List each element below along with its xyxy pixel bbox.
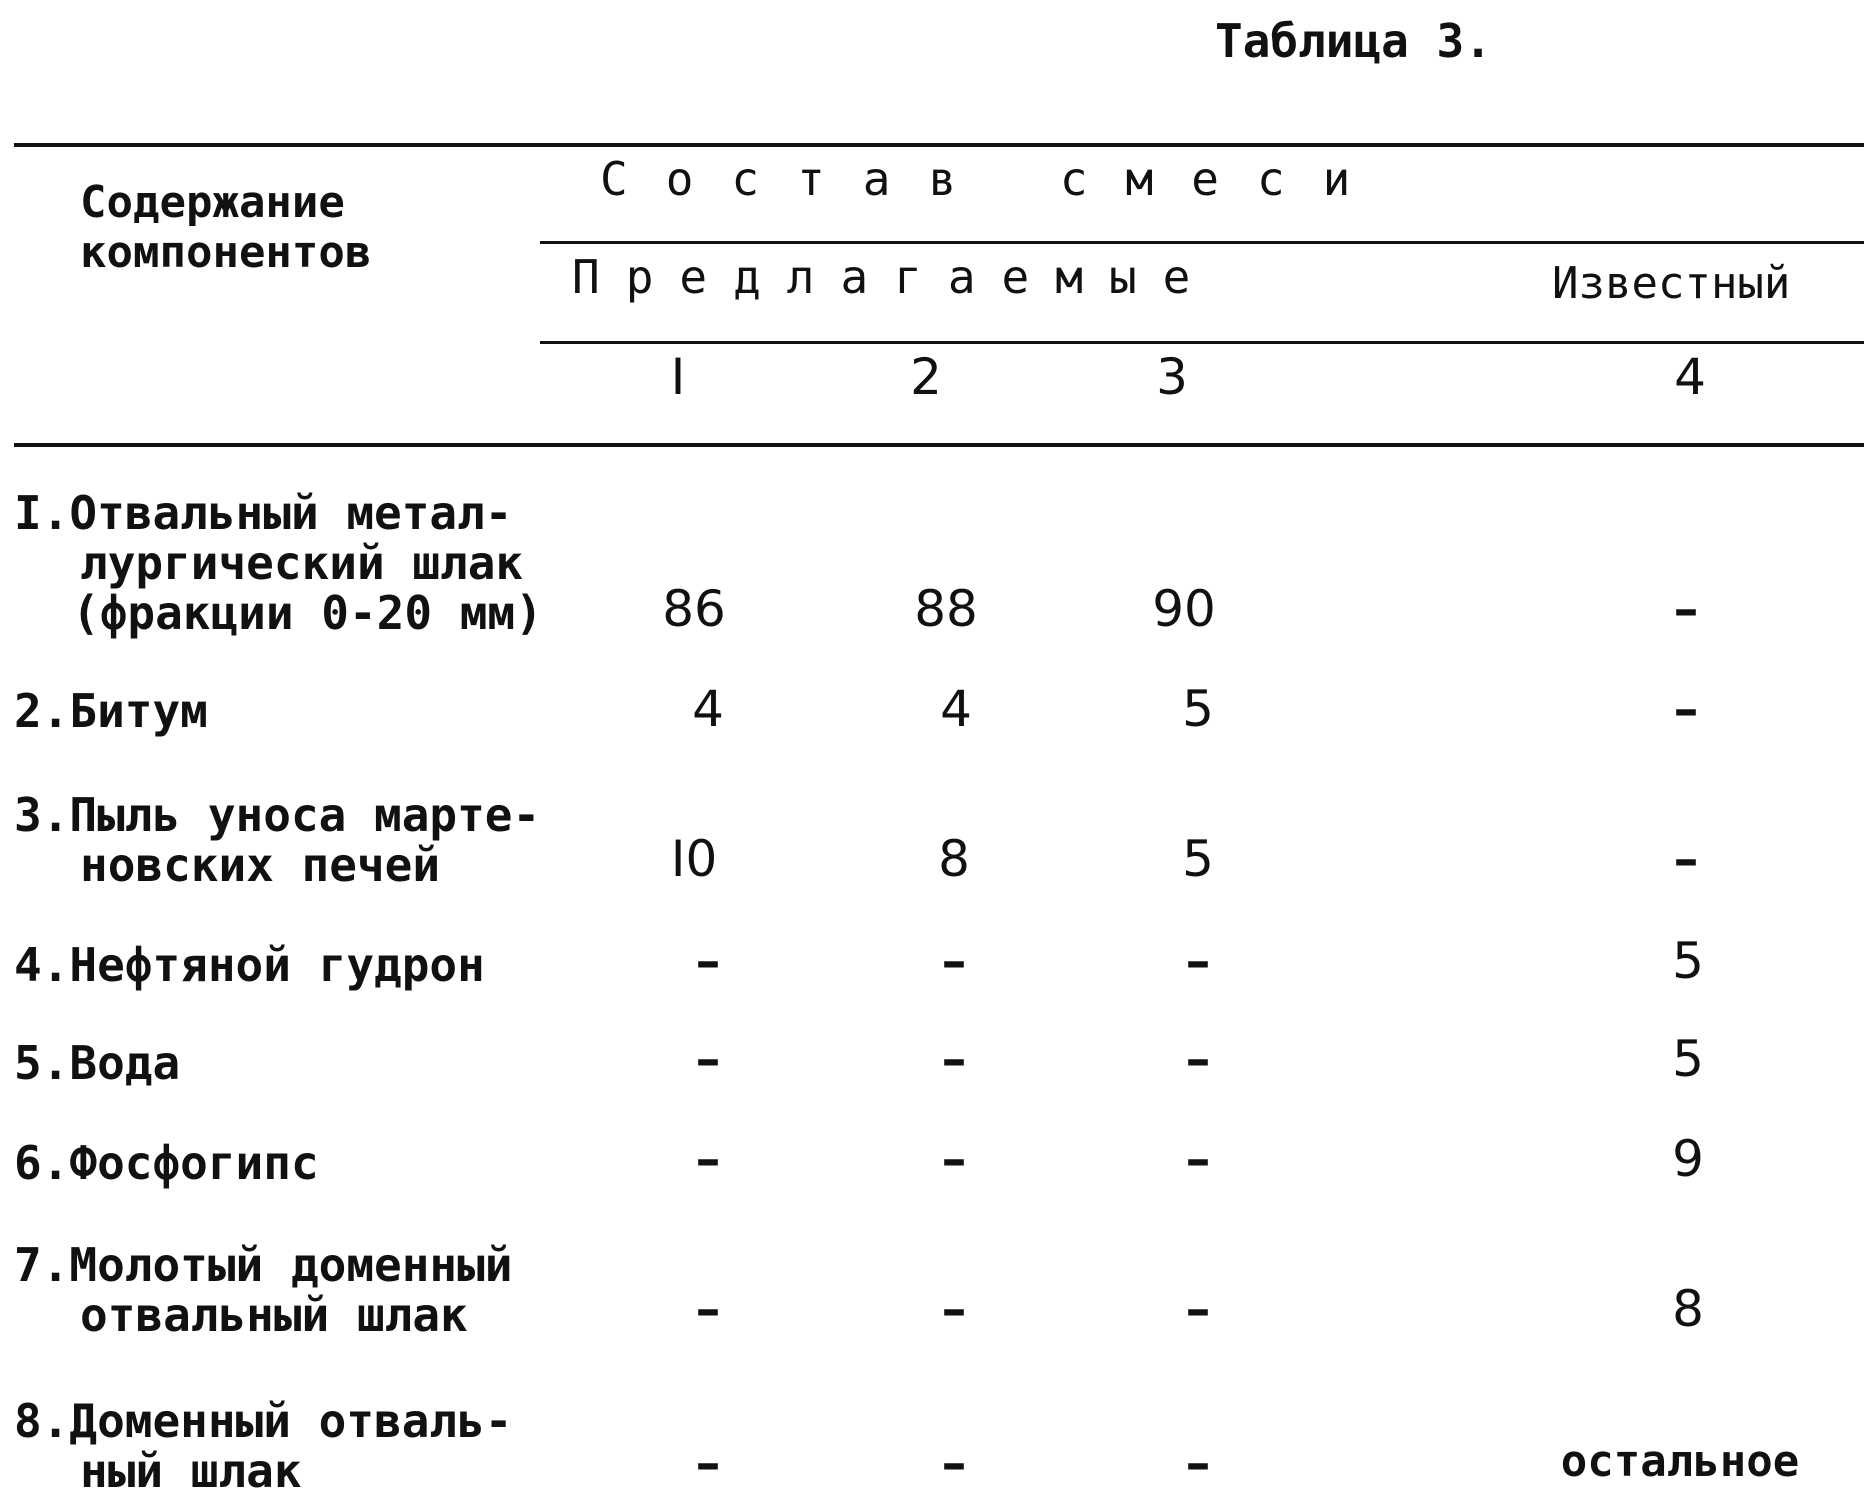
row-4-value-2: –	[941, 932, 967, 990]
row-6-value-1: –	[695, 1130, 721, 1188]
mixture-composition-header: Состав смеси	[600, 152, 1389, 206]
row-label-header-line-1: Содержание	[80, 177, 345, 228]
row-2-value-2: 4	[940, 680, 972, 738]
row-label-8-line-1: 8.Доменный отваль-	[14, 1394, 513, 1448]
row-label-header	[80, 178, 371, 278]
row-6-value-4: 9	[1672, 1130, 1704, 1188]
row-5-value-4: 5	[1672, 1030, 1704, 1088]
row-6-value-2: –	[941, 1130, 967, 1188]
row-label-header-line-2: компонентов	[80, 227, 372, 278]
column-number-4: 4	[1674, 348, 1706, 406]
row-4-value-1: –	[695, 932, 721, 990]
row-label-1-line-1: I.Отвальный метал-	[14, 486, 513, 540]
row-8-value-3: –	[1185, 1434, 1211, 1492]
group-rule	[540, 241, 1864, 244]
row-7-value-3: –	[1185, 1280, 1211, 1338]
top-rule	[14, 143, 1864, 147]
row-label-4	[14, 940, 485, 990]
row-8-value-4: остальное	[1560, 1436, 1800, 1487]
row-1-value-4: –	[1673, 580, 1699, 638]
column-number-1: I	[670, 348, 686, 406]
row-3-value-3: 5	[1182, 830, 1214, 888]
row-label-3-line-2: новских печей	[80, 838, 441, 892]
row-label-1-line-3: (фракции 0-20 мм)	[72, 586, 543, 640]
row-label-5	[14, 1038, 180, 1088]
row-3-value-4: –	[1673, 830, 1699, 888]
row-2-value-3: 5	[1182, 680, 1214, 738]
row-3-value-2: 8	[938, 830, 970, 888]
row-label-3-line-1: 3.Пыль уноса марте-	[14, 788, 541, 842]
column-number-3: 3	[1156, 348, 1188, 406]
row-label-5-line-1: 5.Вода	[14, 1036, 181, 1090]
row-label-1	[14, 488, 543, 638]
known-header: Известный	[1552, 258, 1791, 309]
row-label-7-line-2: отвальный шлак	[80, 1288, 468, 1342]
row-2-value-1: 4	[692, 680, 724, 738]
row-5-value-3: –	[1185, 1030, 1211, 1088]
subgroup-rule	[540, 341, 1864, 344]
row-label-6-line-1: 6.Фосфогипс	[14, 1136, 319, 1190]
row-label-2	[14, 686, 208, 736]
row-6-value-3: –	[1185, 1130, 1211, 1188]
row-7-value-2: –	[941, 1280, 967, 1338]
row-label-6	[14, 1138, 319, 1188]
row-1-value-2: 88	[914, 580, 978, 638]
row-label-4-line-1: 4.Нефтяной гудрон	[14, 938, 485, 992]
row-label-8-line-2: ный шлак	[80, 1444, 302, 1498]
column-number-2: 2	[910, 348, 942, 406]
row-1-value-3: 90	[1152, 580, 1216, 638]
row-5-value-1: –	[695, 1030, 721, 1088]
row-label-8	[14, 1396, 513, 1496]
table-title: Таблица 3.	[1215, 14, 1492, 68]
row-3-value-1: I0	[670, 830, 718, 888]
row-7-value-4: 8	[1672, 1280, 1704, 1338]
row-label-2-line-1: 2.Битум	[14, 684, 208, 738]
row-label-3	[14, 790, 540, 890]
row-label-1-line-2: лургический шлак	[80, 536, 524, 590]
row-5-value-2: –	[941, 1030, 967, 1088]
row-1-value-1: 86	[662, 580, 726, 638]
row-4-value-4: 5	[1672, 932, 1704, 990]
row-8-value-1: –	[695, 1434, 721, 1492]
row-2-value-4: –	[1673, 680, 1699, 738]
row-7-value-1: –	[695, 1280, 721, 1338]
row-4-value-3: –	[1185, 932, 1211, 990]
proposed-header: Предлагаемые	[572, 250, 1217, 304]
row-label-7	[14, 1240, 513, 1340]
row-label-7-line-1: 7.Молотый доменный	[14, 1238, 513, 1292]
header-bottom-rule	[14, 443, 1864, 447]
row-8-value-2: –	[941, 1434, 967, 1492]
